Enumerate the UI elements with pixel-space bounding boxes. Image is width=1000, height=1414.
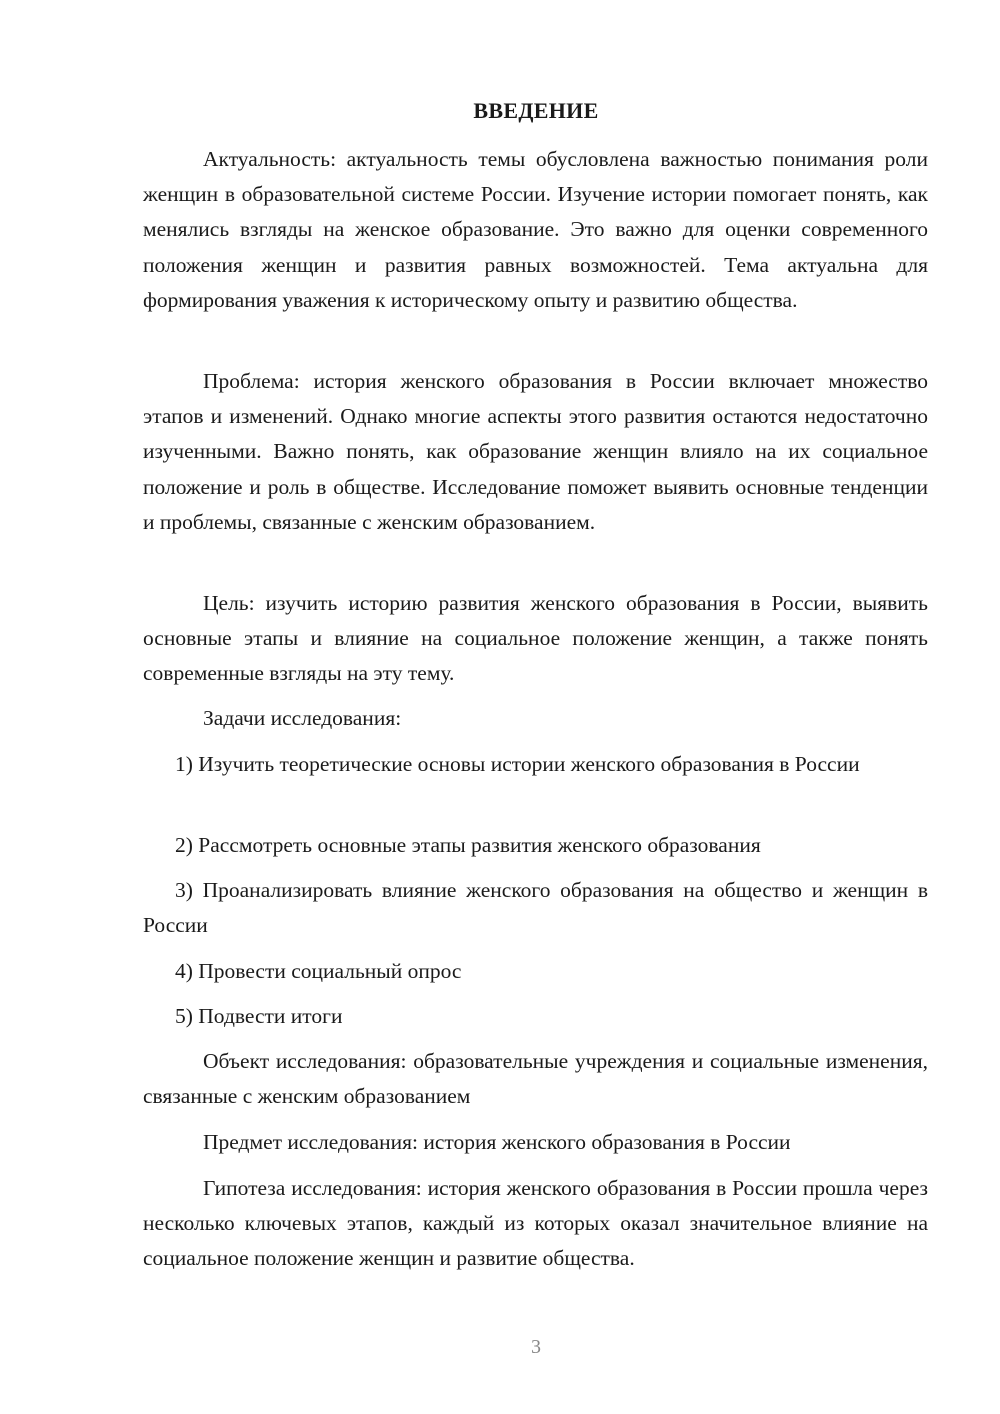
paragraph-subject: Предмет исследования: история женского образования в России (203, 1130, 791, 1154)
task-item-1: 1) Изучить теоретические основы истории женского образования в России (175, 752, 860, 776)
task-item-5: 5) Подвести итоги (175, 1004, 343, 1028)
page-title: ВВЕДЕНИЕ (473, 98, 599, 123)
paragraph-goal: Цель: изучить историю развития женского образования в России, выявить основные этапы и влияние на социальное положение женщин, а также понять современные взгляды на эту тему. (143, 591, 928, 686)
paragraph-hypothesis: Гипотеза исследования: история женского образования в России прошла через несколько ключевых этапов, каждый из которых оказал значительное влияние на социальное положение женщин и развитие общества. (143, 1176, 928, 1271)
tasks-heading: Задачи исследования: (203, 706, 402, 730)
paragraph-problem: Проблема: история женского образования в России включает множество этапов и изменений. Однако многие аспекты этого развития остаются недостаточно изученными. Важно понять, как образование женщин влияло на их социальное положение и роль в обществе. Исследование поможет выявить основные тенденции и проблемы, связанные с женским образованием. (143, 369, 928, 534)
paragraph-relevance: Актуальность: актуальность темы обусловлена важностью понимания роли женщин в образовательной системе России. Изучение истории помогает понять, как менялись взгляды на женское образование. Это важно для оценки современного положения женщин и развития равных возможностей. Тема актуальна для формирования уважения к историческому опыту и развитию общества. (143, 147, 928, 312)
task-item-2: 2) Рассмотреть основные этапы развития женского образования (175, 833, 761, 857)
task-item-3: 3) Проанализировать влияние женского образования на общество и женщин в России (143, 878, 928, 938)
task-item-4: 4) Провести социальный опрос (175, 959, 462, 983)
page-number: 3 (531, 1336, 541, 1358)
paragraph-object: Объект исследования: образовательные учреждения и социальные изменения, связанные с женским образованием (143, 1049, 928, 1109)
